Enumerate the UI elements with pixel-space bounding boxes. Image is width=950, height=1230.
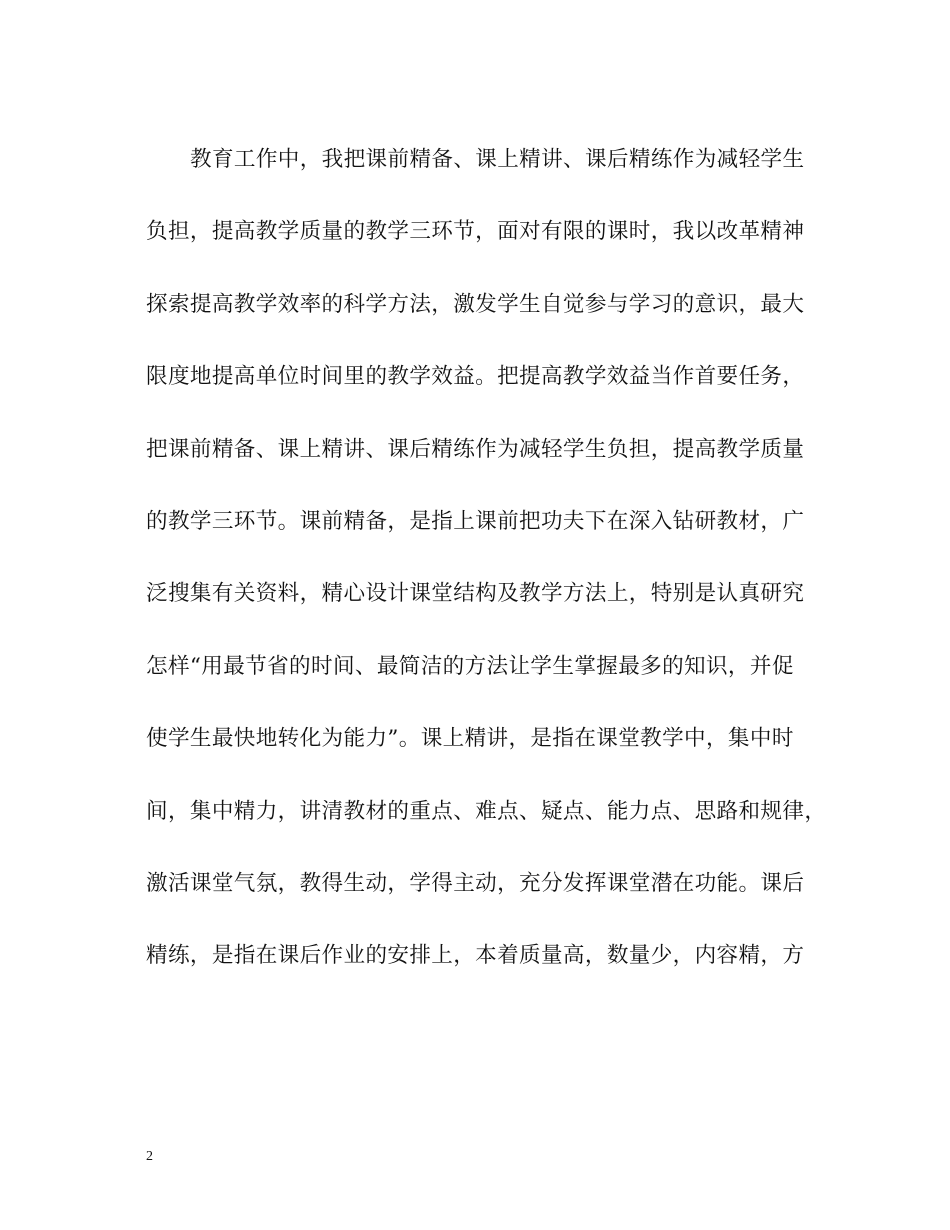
paragraph-line: 负担，提高教学质量的教学三环节，面对有限的课时，我以改革精神 [146,219,805,245]
paragraph-line: 间，集中精力，讲清教材的重点、难点、疑点、能力点、思路和规律， [146,798,827,824]
body-paragraph [146,138,827,1007]
paragraph-line: 把课前精备、课上精讲、课后精练作为减轻学生负担，提高教学质量 [146,436,805,462]
paragraph-line: 精练，是指在课后作业的安排上，本着质量高，数量少，内容精，方 [146,943,805,969]
page-number: 2 [146,1149,153,1164]
paragraph-line: 泛搜集有关资料，精心设计课堂结构及教学方法上，特别是认真研究 [146,581,805,607]
paragraph-line: 怎样“用最节省的时间、最简洁的方法让学生掌握最多的知识，并促 [146,653,794,679]
paragraph-line: 使学生最快地转化为能力”。课上精讲，是指在课堂教学中，集中时 [146,726,794,752]
paragraph-line: 的教学三环节。课前精备，是指上课前把功夫下在深入钻研教材，广 [146,508,805,534]
paragraph-line: 限度地提高单位时间里的教学效益。把提高教学效益当作首要任务， [146,364,805,390]
paragraph-line: 探索提高教学效率的科学方法，激发学生自觉参与学习的意识，最大 [146,291,805,317]
paragraph-line: 教育工作中，我把课前精备、课上精讲、课后精练作为减轻学生 [190,147,805,172]
paragraph-line: 激活课堂气氛，教得生动，学得主动，充分发挥课堂潜在功能。课后 [146,870,805,896]
